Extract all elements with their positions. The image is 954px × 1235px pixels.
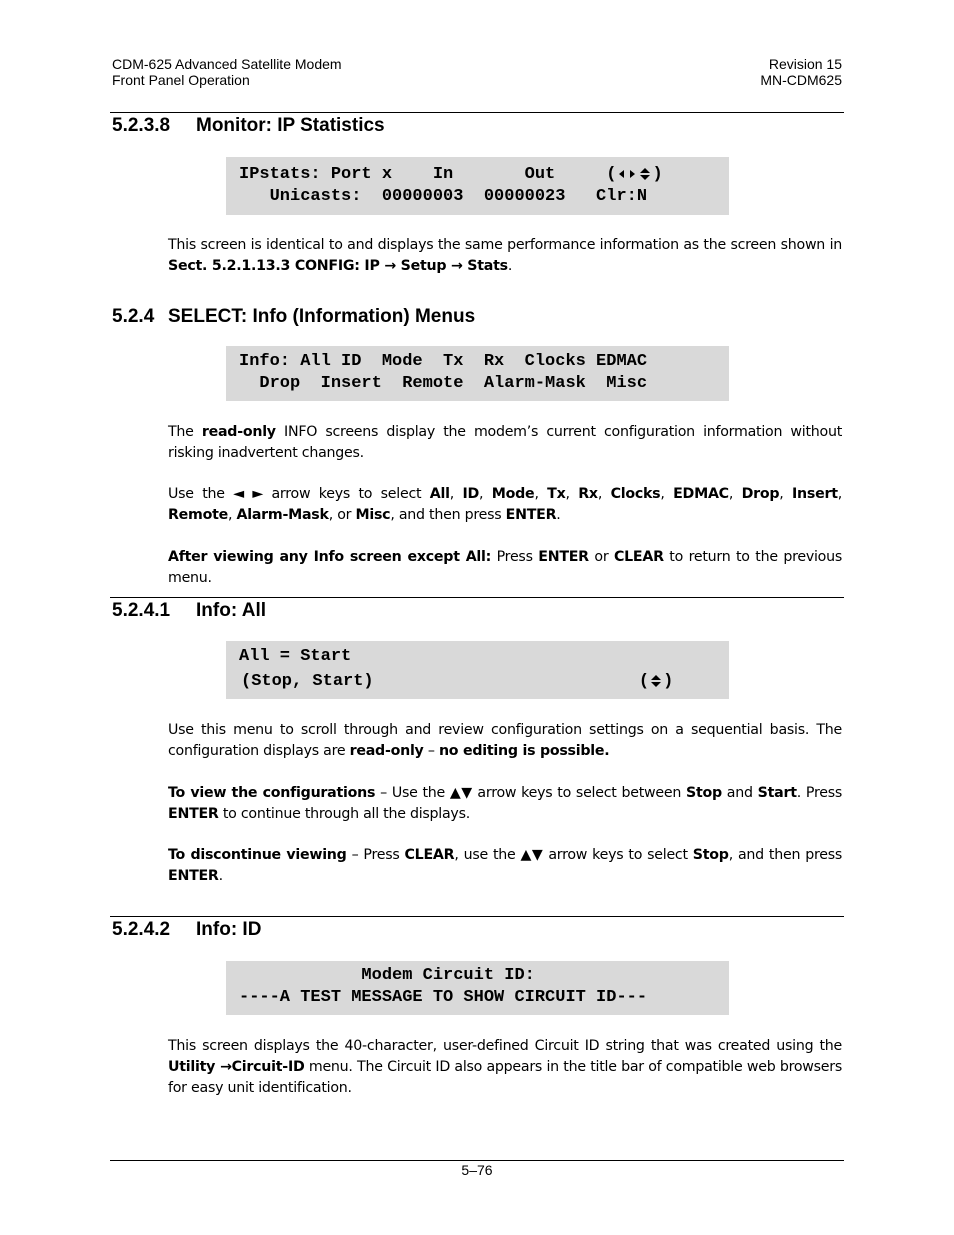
lcd-info-menu [226, 346, 729, 401]
paragraph-view-configs: To view the configurations – Use the ▲▼ arrow keys to select between Stop and Start. Press ENTER to continue through all the displays. [168, 785, 842, 822]
lcd-ip-stats [226, 157, 729, 215]
section-heading-info-menus [112, 306, 475, 328]
left-arrow-icon [619, 170, 624, 178]
up-down-arrow-icon [651, 675, 661, 687]
lcd-line-1: Modem Circuit ID: [239, 966, 535, 985]
section-title: SELECT: Info (Information) Menus [168, 306, 476, 327]
section-title: Monitor: IP Statistics [196, 115, 385, 136]
paragraph-info-all: Use this menu to scroll through and review configuration settings on a sequential basis. The configuration displays are read-only – no editing is possible. [168, 722, 842, 759]
header-rule [110, 112, 844, 113]
section-heading-ip-statistics [112, 115, 385, 137]
lcd-line-1: Info: All ID Mode Tx Rx Clocks EDMAC [239, 352, 648, 371]
section-number: 5.2.4.1 [112, 600, 171, 621]
revision: Revision 15 [768, 56, 842, 72]
lcd-info-id [226, 961, 729, 1015]
up-down-arrow-icon [640, 168, 650, 180]
paragraph-read-only: The read-only INFO screens display the modem’s current configuration information without risking inadvertent changes. [168, 424, 843, 461]
lcd-line-2: Unicasts: 00000003 00000023 Clr:N [239, 187, 648, 206]
header-right [760, 56, 842, 88]
header-left [112, 56, 342, 88]
lcd-line-1: IPstats: Port x In Out ( ) [239, 165, 663, 184]
doc-number: MN-CDM625 [760, 72, 842, 88]
section-title: Info: ID [196, 919, 262, 940]
lcd-info-all [226, 641, 729, 699]
section-rule [110, 916, 844, 917]
lcd-line-2: ----A TEST MESSAGE TO SHOW CIRCUIT ID--- [239, 988, 648, 1007]
paragraph-circuit-id: This screen displays the 40-character, user-defined Circuit ID string that was created using the Utility →Circuit-ID menu. The Circuit ID also appears in the title bar of compatible web browsers for easy unit identification. [168, 1038, 842, 1096]
lcd-line-1: All = Start [239, 647, 352, 666]
section-number: 5.2.4.2 [112, 919, 171, 940]
section-rule [110, 597, 844, 598]
section-heading-info-id [112, 919, 261, 941]
page-number: 5–76 [461, 1162, 493, 1178]
section-title: Info: All [196, 600, 266, 621]
section-reference: Sect. 5.2.1.13.3 CONFIG: IP → Setup → Stats [168, 258, 508, 274]
paragraph-arrow-keys: Use the ◄ ► arrow keys to select All, ID, Mode, Tx, Rx, Clocks, EDMAC, Drop, Insert, Remote, Alarm-Mask, or Misc, and then press ENTER. [168, 486, 842, 523]
doc-title: CDM-625 Advanced Satellite Modem [112, 56, 342, 72]
paragraph-after-viewing: After viewing any Info screen except All: Press ENTER or CLEAR to return to the previous menu. [168, 549, 842, 586]
lcd-line-2: (Stop, Start) ( ) [241, 672, 674, 691]
lcd-line-2: Drop Insert Remote Alarm-Mask Misc [239, 374, 648, 393]
paragraph-discontinue: To discontinue viewing – Press CLEAR, use the ▲▼ arrow keys to select Stop, and then press ENTER. [168, 847, 842, 884]
section-heading-info-all [112, 600, 266, 622]
chapter-title: Front Panel Operation [112, 72, 250, 88]
section-number: 5.2.3.8 [112, 115, 171, 136]
footer-rule [110, 1160, 844, 1161]
section-number: 5.2.4 [112, 306, 155, 327]
right-arrow-icon [630, 170, 635, 178]
paragraph-ip-stats: This screen is identical to and displays the same performance information as the screen shown in Sect. 5.2.1.13.3 CONFIG: IP → Setup → Stats. [168, 237, 842, 274]
